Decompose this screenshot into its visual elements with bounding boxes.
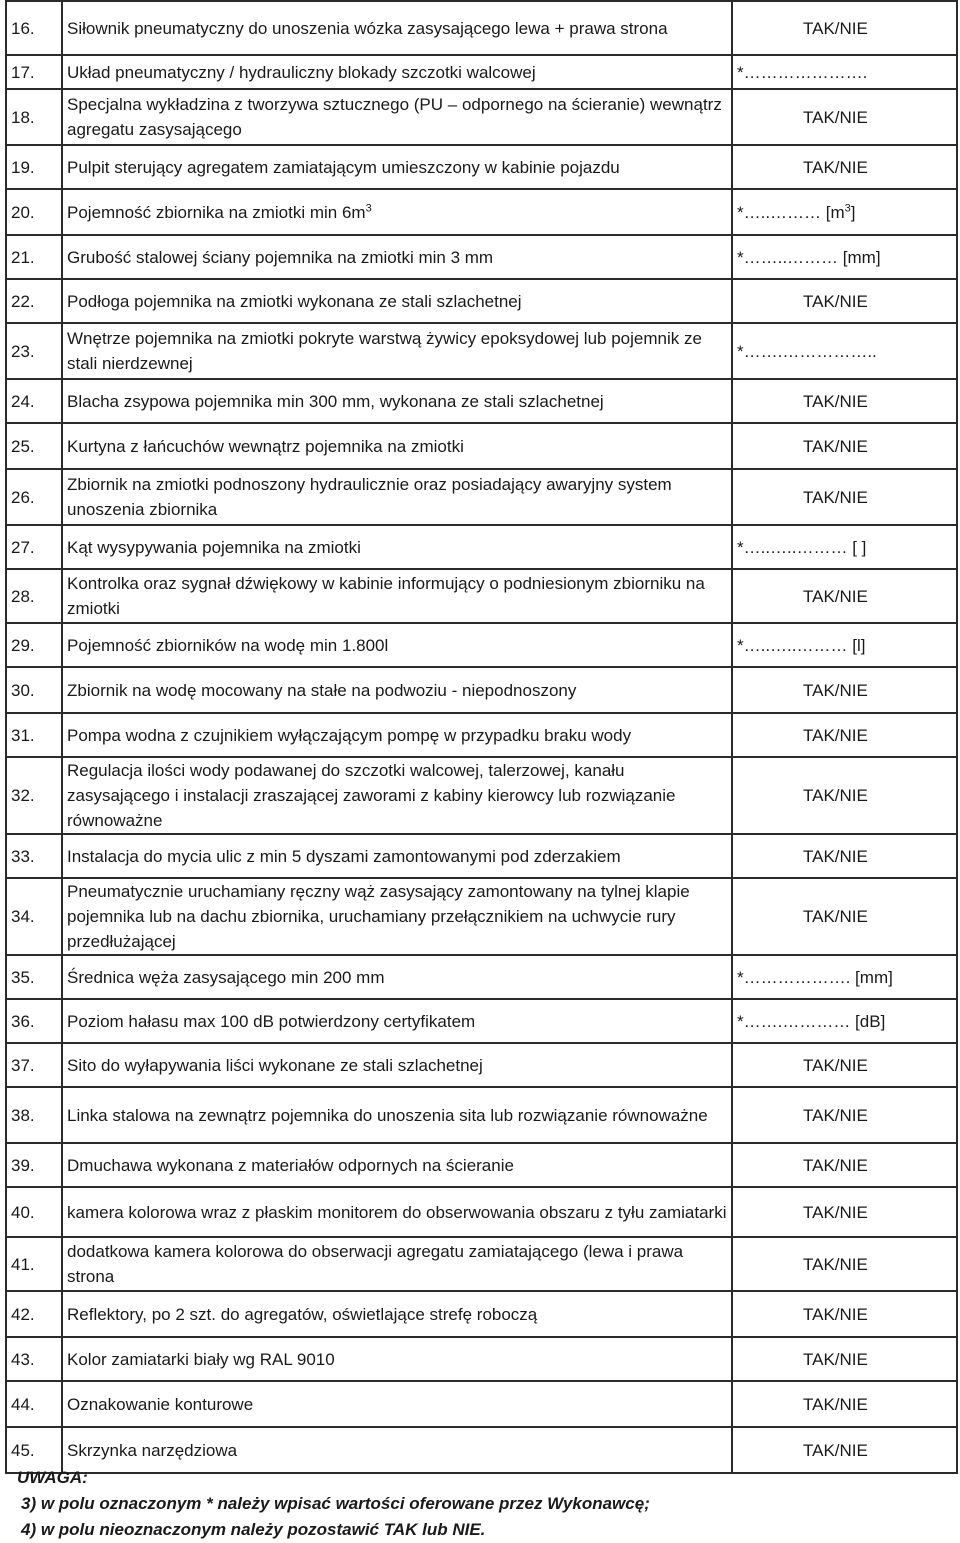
row-value: TAK/NIE bbox=[732, 89, 957, 145]
row-description: Sito do wyłapywania liści wykonane ze stali szlachetnej bbox=[62, 1043, 732, 1087]
row-number: 35. bbox=[6, 955, 62, 999]
table-row bbox=[6, 379, 957, 423]
row-value: TAK/NIE bbox=[732, 667, 957, 713]
row-description: Poziom hałasu max 100 dB potwierdzony certyfikatem bbox=[62, 999, 732, 1043]
row-value: *…….…………….. bbox=[732, 323, 957, 379]
row-value: TAK/NIE bbox=[732, 469, 957, 525]
row-value: TAK/NIE bbox=[732, 1187, 957, 1237]
table-row bbox=[6, 999, 957, 1043]
table-row bbox=[6, 1237, 957, 1291]
row-value: TAK/NIE bbox=[732, 713, 957, 757]
row-value: TAK/NIE bbox=[732, 423, 957, 469]
table-row bbox=[6, 1187, 957, 1237]
row-description: Pulpit sterujący agregatem zamiatającym umieszczony w kabinie pojazdu bbox=[62, 145, 732, 189]
specification-table bbox=[5, 0, 958, 1474]
row-number: 36. bbox=[6, 999, 62, 1043]
table-row bbox=[6, 323, 957, 379]
table-row bbox=[6, 1, 957, 55]
row-number: 28. bbox=[6, 569, 62, 623]
row-description: Kurtyna z łańcuchów wewnątrz pojemnika na zmiotki bbox=[62, 423, 732, 469]
row-description: Kontrolka oraz sygnał dźwiękowy w kabinie informujący o podniesionym zbiorniku na zmiotki bbox=[62, 569, 732, 623]
table-row bbox=[6, 469, 957, 525]
table-row bbox=[6, 1381, 957, 1427]
row-description: dodatkowa kamera kolorowa do obserwacji agregatu zamiatającego (lewa i prawa strona bbox=[62, 1237, 732, 1291]
row-value: TAK/NIE bbox=[732, 878, 957, 955]
row-value: TAK/NIE bbox=[732, 1291, 957, 1337]
row-number: 43. bbox=[6, 1337, 62, 1381]
row-value: TAK/NIE bbox=[732, 834, 957, 878]
row-value: *……..……… [mm] bbox=[732, 235, 957, 279]
row-number: 27. bbox=[6, 525, 62, 569]
table-row bbox=[6, 713, 957, 757]
row-description: Blacha zsypowa pojemnika min 300 mm, wykonana ze stali szlachetnej bbox=[62, 379, 732, 423]
row-number: 18. bbox=[6, 89, 62, 145]
row-number: 38. bbox=[6, 1087, 62, 1143]
row-description: Kolor zamiatarki biały wg RAL 9010 bbox=[62, 1337, 732, 1381]
row-number: 40. bbox=[6, 1187, 62, 1237]
row-value: TAK/NIE bbox=[732, 757, 957, 834]
row-number: 31. bbox=[6, 713, 62, 757]
row-number: 29. bbox=[6, 623, 62, 667]
table-row bbox=[6, 1291, 957, 1337]
row-number: 30. bbox=[6, 667, 62, 713]
table-row bbox=[6, 757, 957, 834]
row-number: 23. bbox=[6, 323, 62, 379]
row-number: 33. bbox=[6, 834, 62, 878]
note-line: 3) w polu oznaczonym * należy wpisać wartości oferowane przez Wykonawcę; bbox=[21, 1494, 650, 1513]
note-section bbox=[17, 1465, 650, 1543]
row-number: 24. bbox=[6, 379, 62, 423]
table-row bbox=[6, 1143, 957, 1187]
table-row bbox=[6, 55, 957, 89]
row-value: *…..…..……… [l] bbox=[732, 623, 957, 667]
row-number: 37. bbox=[6, 1043, 62, 1087]
row-value: TAK/NIE bbox=[732, 1, 957, 55]
row-value: *………………. [mm] bbox=[732, 955, 957, 999]
row-description: Reflektory, po 2 szt. do agregatów, oświetlające strefę roboczą bbox=[62, 1291, 732, 1337]
table-row bbox=[6, 145, 957, 189]
row-number: 20. bbox=[6, 189, 62, 235]
row-description: Pneumatycznie uruchamiany ręczny wąż zasysający zamontowany na tylnej klapie pojemnika lub na dachu zbiornika, uruchamiany przełącznikiem na uchwycie rury przedłużającej bbox=[62, 878, 732, 955]
row-description: Grubość stalowej ściany pojemnika na zmiotki min 3 mm bbox=[62, 235, 732, 279]
row-number: 25. bbox=[6, 423, 62, 469]
table-row bbox=[6, 955, 957, 999]
row-description: Średnica węża zasysającego min 200 mm bbox=[62, 955, 732, 999]
table-row bbox=[6, 878, 957, 955]
row-value: TAK/NIE bbox=[732, 145, 957, 189]
row-description: Dmuchawa wykonana z materiałów odpornych na ścieranie bbox=[62, 1143, 732, 1187]
table-row bbox=[6, 189, 957, 235]
row-value: TAK/NIE bbox=[732, 1043, 957, 1087]
table-row bbox=[6, 525, 957, 569]
row-description: kamera kolorowa wraz z płaskim monitorem do obserwowania obszaru z tyłu zamiatarki bbox=[62, 1187, 732, 1237]
row-description: Pompa wodna z czujnikiem wyłączającym pompę w przypadku braku wody bbox=[62, 713, 732, 757]
row-description: Kąt wysypywania pojemnika na zmiotki bbox=[62, 525, 732, 569]
row-number: 19. bbox=[6, 145, 62, 189]
table-row bbox=[6, 667, 957, 713]
table-row bbox=[6, 1337, 957, 1381]
row-value: TAK/NIE bbox=[732, 1381, 957, 1427]
row-description: Zbiornik na wodę mocowany na stałe na podwoziu - niepodnoszony bbox=[62, 667, 732, 713]
table-row bbox=[6, 89, 957, 145]
row-number: 22. bbox=[6, 279, 62, 323]
row-value: TAK/NIE bbox=[732, 1237, 957, 1291]
table-row bbox=[6, 235, 957, 279]
row-value: TAK/NIE bbox=[732, 279, 957, 323]
specification-rows bbox=[6, 1, 957, 1473]
row-description: Podłoga pojemnika na zmiotki wykonana ze stali szlachetnej bbox=[62, 279, 732, 323]
row-number: 21. bbox=[6, 235, 62, 279]
row-description: Siłownik pneumatyczny do unoszenia wózka zasysającego lewa + prawa strona bbox=[62, 1, 732, 55]
row-value: *…..…..……… [ ] bbox=[732, 525, 957, 569]
table-row bbox=[6, 1043, 957, 1087]
row-description: Oznakowanie konturowe bbox=[62, 1381, 732, 1427]
row-value: *…………………. bbox=[732, 55, 957, 89]
row-value: TAK/NIE bbox=[732, 569, 957, 623]
table-row bbox=[6, 423, 957, 469]
row-number: 45. bbox=[6, 1427, 62, 1473]
row-value: TAK/NIE bbox=[732, 379, 957, 423]
row-number: 39. bbox=[6, 1143, 62, 1187]
row-value: *…….………… [dB] bbox=[732, 999, 957, 1043]
row-number: 26. bbox=[6, 469, 62, 525]
row-number: 34. bbox=[6, 878, 62, 955]
table-row bbox=[6, 623, 957, 667]
row-description: Zbiornik na zmiotki podnoszony hydraulicznie oraz posiadający awaryjny system unoszenia zbiornika bbox=[62, 469, 732, 525]
table-row bbox=[6, 834, 957, 878]
row-number: 41. bbox=[6, 1237, 62, 1291]
row-value: *…..……… $[m^3]$ bbox=[732, 189, 957, 235]
table-row bbox=[6, 1087, 957, 1143]
row-number: 16. bbox=[6, 1, 62, 55]
row-number: 32. bbox=[6, 757, 62, 834]
row-description: Linka stalowa na zewnątrz pojemnika do unoszenia sita lub rozwiązanie równoważne bbox=[62, 1087, 732, 1143]
row-description: Skrzynka narzędziowa bbox=[62, 1427, 732, 1473]
table-row bbox=[6, 279, 957, 323]
row-description: Specjalna wykładzina z tworzywa sztucznego (PU – odpornego na ścieranie) wewnątrz agregatu zasysającego bbox=[62, 89, 732, 145]
row-value: TAK/NIE bbox=[732, 1143, 957, 1187]
row-number: 17. bbox=[6, 55, 62, 89]
row-description: Pojemność zbiornika na zmiotki $\min 6m^3$ bbox=[62, 189, 732, 235]
row-value: TAK/NIE bbox=[732, 1427, 957, 1473]
row-description: Wnętrze pojemnika na zmiotki pokryte warstwą żywicy epoksydowej lub pojemnik ze stali nierdzewnej bbox=[62, 323, 732, 379]
row-value: TAK/NIE bbox=[732, 1337, 957, 1381]
table-row bbox=[6, 569, 957, 623]
row-number: 42. bbox=[6, 1291, 62, 1337]
note-line: 4) w polu nieoznaczonym należy pozostawić TAK lub NIE. bbox=[21, 1520, 486, 1539]
row-description: Pojemność zbiorników na wodę min 1.800l bbox=[62, 623, 732, 667]
note-title: UWAGA: bbox=[17, 1468, 88, 1487]
row-number: 44. bbox=[6, 1381, 62, 1427]
row-description: Regulacja ilości wody podawanej do szczotki walcowej, talerzowej, kanału zasysającego i instalacji zraszającej zaworami z kabiny kierowcy lub rozwiązanie równoważne bbox=[62, 757, 732, 834]
row-value: TAK/NIE bbox=[732, 1087, 957, 1143]
row-description: Instalacja do mycia ulic z min 5 dyszami zamontowanymi pod zderzakiem bbox=[62, 834, 732, 878]
row-description: Układ pneumatyczny / hydrauliczny blokady szczotki walcowej bbox=[62, 55, 732, 89]
